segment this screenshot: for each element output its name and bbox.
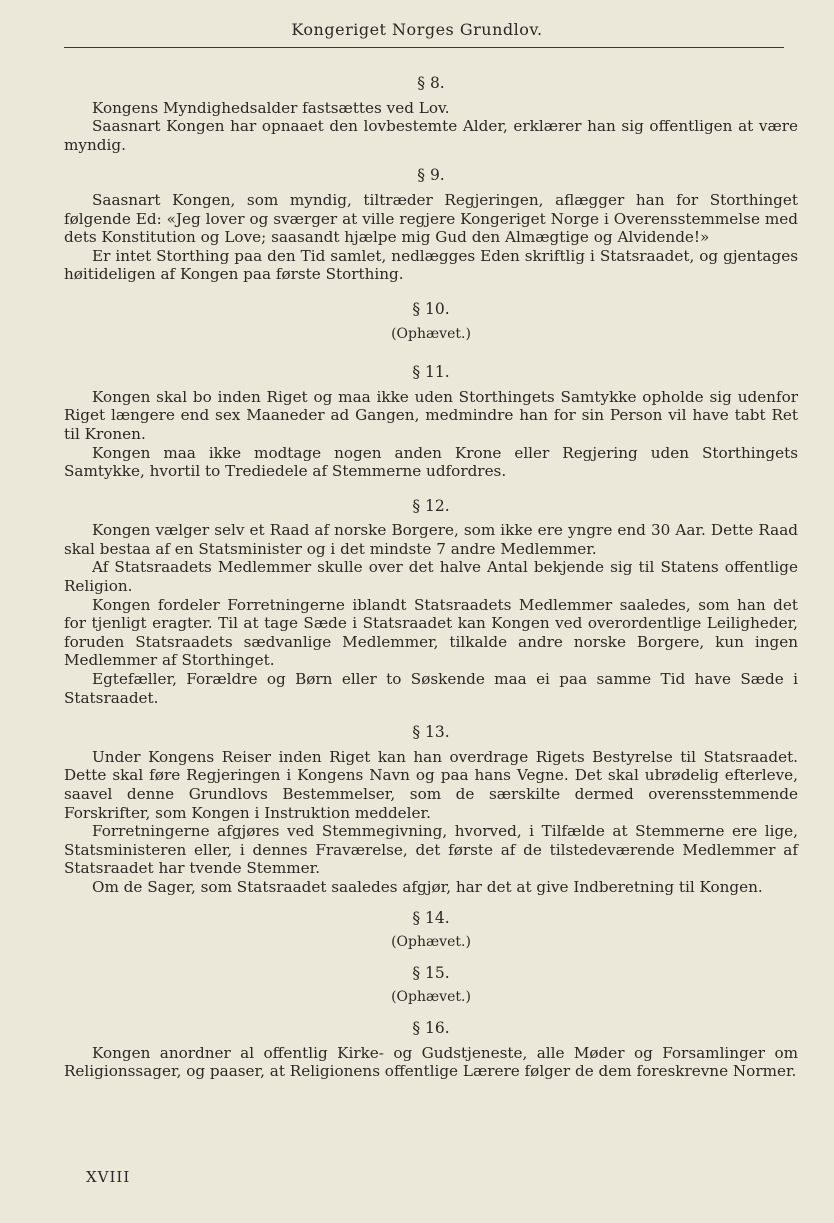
section-heading: § 8. <box>417 74 445 92</box>
paragraph: Kongens Myndighedsalder fastsættes ved Lov. <box>92 98 450 117</box>
paragraph: Om de Sager, som Statsraadet saaledes afgjør, har det at give Indberetning til Kongen. <box>92 877 763 896</box>
paragraph: Egtefæller, Forældre og Børn eller to Søskende maa ei paa samme Tid have Sæde i Statsraadet. <box>64 670 798 707</box>
paragraph: Under Kongens Reiser inden Riget kan han overdrage Rigets Bestyrelse til Statsraadet. Dette skal føre Regjeringen i Kongens Navn og paa hans Vegne. Det skal ubrødelig efterleve, saavel denne Grundlovs Bestemmelser, som de særskilte dermed overensstemmende Forskrifter, som Kongen i Instruktion meddeler. <box>64 747 798 822</box>
paragraph: Af Statsraadets Medlemmer skulle over det halve Antal bekjende sig til Statens offentlige Religion. <box>64 558 798 596</box>
paragraph: Saasnart Kongen, som myndig, tiltræder Regjeringen, aflægger han for Storthinget følgende Ed: «Jeg lover og sværger at ville regjere Kongeriget Norge i Overensstemmelse med dets Konstitution og Love; saasandt hjælpe mig Gud den Almægtige og Alvidende!» <box>64 190 798 247</box>
section-heading: § 10. <box>412 299 450 318</box>
page-content <box>64 70 798 1081</box>
paragraph: Kongen maa ikke modtage nogen anden Krone eller Regjering uden Storthingets Samtykke, hvortil to Trediedele af Stemmerne udfordres. <box>64 443 798 481</box>
running-title: Kongeriget Norges Grundlov. <box>291 20 543 39</box>
repealed-note: (Ophævet.) <box>391 989 471 1006</box>
paragraph: Kongen vælger selv et Raad af norske Borgere, som ikke ere yngre end 30 Aar. Dette Raad skal bestaa af en Statsminister og i det mindste 7 andre Medlemmer. <box>64 521 798 558</box>
paragraph: Er intet Storthing paa den Tid samlet, nedlægges Eden skriftlig i Statsraadet, og gjentages høitideligen af Kongen paa første Storthing. <box>64 246 798 284</box>
paragraph: Kongen skal bo inden Riget og maa ikke uden Storthingets Samtykke opholde sig udenfor Riget længere end sex Maaneder ad Gangen, medmindre han for sin Person vil have tabt Ret til Kronen. <box>64 387 798 443</box>
paragraph: Kongen anordner al offentlig Kirke- og Gudstjeneste, alle Møder og Forsamlinger om Religionssager, og paaser, at Religionens offentlige Lærere følger de dem foreskrevne Normer. <box>64 1043 798 1081</box>
paragraph: Forretningerne afgjøres ved Stemmegivning, hvorved, i Tilfælde at Stemmerne ere lige, Statsministeren eller, i dennes Fraværelse, det første af de tilstedeværende Medlemmer af Statsraadet har tvende Stemmer. <box>64 822 798 878</box>
paragraph: Kongen fordeler Forretningerne iblandt Statsraadets Medlemmer saaledes, som han det for tjenligt eragter. Til at tage Sæde i Statsraadet kan Kongen ved overordentlige Leiligheder, foruden Statsraadets sædvanlige Medlemmer, tilkalde andre norske Borgere, kun ingen Medlemmer af Storthinget. <box>64 595 798 670</box>
paragraph: Saasnart Kongen har opnaaet den lovbestemte Alder, erklærer han sig offentligen at være myndig. <box>64 117 798 154</box>
repealed-note: (Ophævet.) <box>391 934 471 951</box>
section-heading: § 12. <box>412 496 450 515</box>
section-heading: § 16. <box>412 1018 450 1037</box>
section-heading: § 9. <box>417 166 445 185</box>
section-heading: § 11. <box>412 363 450 382</box>
page-number: XVIII <box>86 1168 131 1186</box>
section-heading: § 13. <box>412 723 450 742</box>
section-heading: § 15. <box>412 963 450 982</box>
section-heading: § 14. <box>412 908 450 927</box>
header-rule <box>64 47 784 48</box>
repealed-note: (Ophævet.) <box>391 325 471 342</box>
